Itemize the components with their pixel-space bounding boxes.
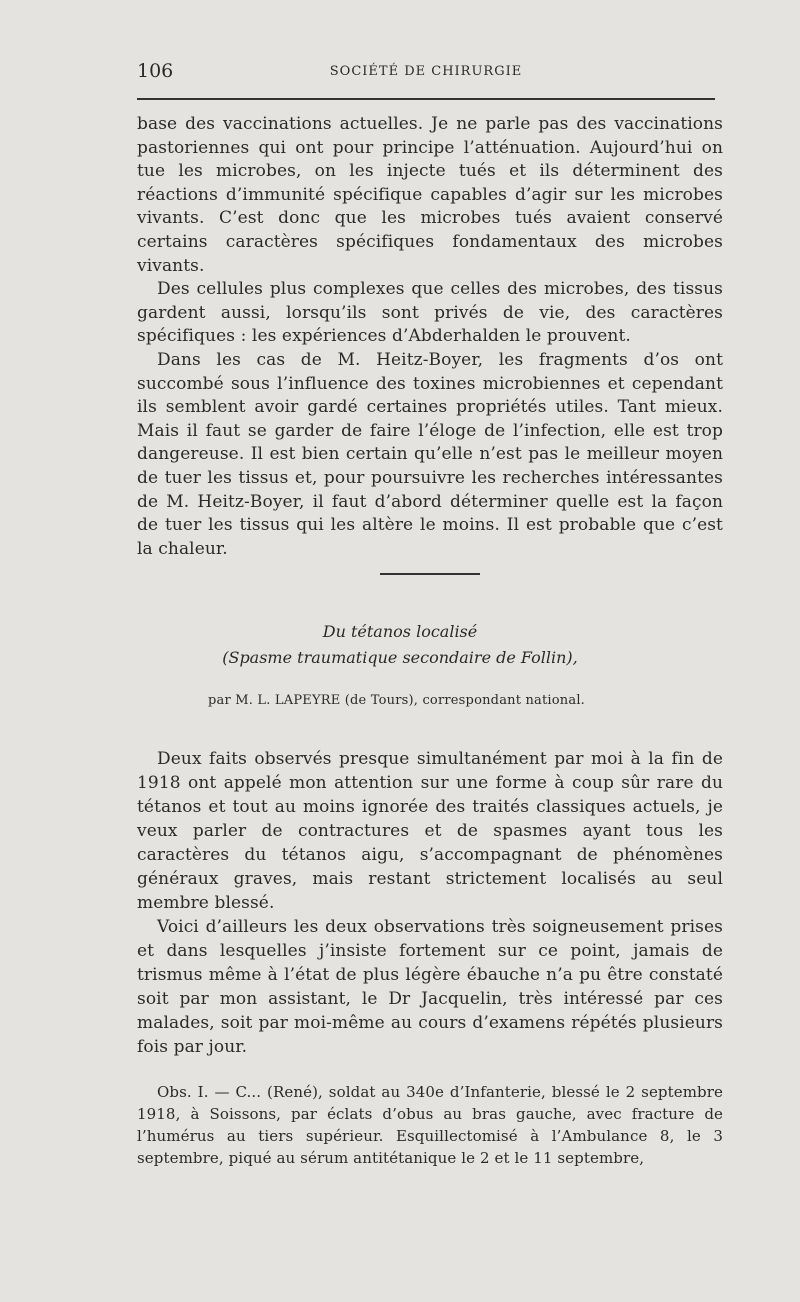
paragraph: Des cellules plus complexes que celles des microbes, des tissus gardent aussi, lorsqu’ils sont privés de vie, des caractères spécifiques : les expériences d’Abderhalden le prouvent.	[137, 279, 723, 347]
running-head: SOCIÉTÉ DE CHIRURGIE	[329, 64, 523, 79]
article-byline: par M. L. LAPEYRE (de Tours), correspondant national.	[208, 693, 586, 708]
article-title: Du tétanos localisé	[322, 622, 478, 641]
paragraph: Voici d’ailleurs les deux observations très soigneusement prises et dans lesquelles j’insiste fortement sur ce point, jamais de trismus même à l’état de plus légère ébauche n’a pu être constaté soit par mon assistant, le Dr Jacquelin, très intéressé par ces malades, soit par moi-même au cours d’examens répétés plusieurs fois par jour.	[137, 917, 723, 1057]
article-body	[137, 747, 723, 1059]
observation-block	[137, 1081, 723, 1169]
page-header	[137, 60, 715, 86]
article-subtitle: (Spasme traumatique secondaire de Follin),	[222, 648, 578, 667]
section-divider	[380, 573, 480, 575]
paragraph: Dans les cas de M. Heitz-Boyer, les fragments d’os ont succombé sous l’influence des toxines microbiennes et cependant ils semblent avoir gardé certaines propriétés utiles. Tant mieux. Mais il faut se garder de faire l’éloge de l’infection, elle est trop dangereuse. Il est bien certain qu’elle n’est pas le meilleur moyen de tuer les tissus et, pour poursuivre les recherches intéressantes de M. Heitz-Boyer, il faut d’abord déterminer quelle est la façon de tuer les tissus qui les altère le moins. Il est probable que c’est la chaleur.	[137, 349, 723, 559]
continued-text	[137, 113, 723, 561]
paragraph: Deux faits observés presque simultanément par moi à la fin de 1918 ont appelé mon attention sur une forme à coup sûr rare du tétanos et tout au moins ignorée des traités classiques actuels, je veux parler de contractures et de spasmes ayant tous les caractères du tétanos aigu, s’accompagnant de phénomènes généraux graves, mais restant strictement localisés au seul membre blessé.	[137, 749, 723, 913]
observation-paragraph: Obs. I. — C... (René), soldat au 340e d’Infanterie, blessé le 2 septembre 1918, à Soissons, par éclats d’obus au bras gauche, avec fracture de l’humérus au tiers supérieur. Esquillectomisé à l’Ambulance 8, le 3 septembre, piqué au sérum antitétanique le 2 et le 11 septembre,	[137, 1083, 723, 1167]
header-rule	[137, 98, 715, 100]
paragraph: base des vaccinations actuelles. Je ne parle pas des vaccinations pastoriennes qui ont pour principe l’atténuation. Aujourd’hui on tue les microbes, on les injecte tués et ils déterminent des réactions d’immunité spécifique capables d’agir sur les microbes vivants. C’est donc que les microbes tués avaient conservé certains caractères spécifiques fondamentaux des microbes vivants.	[137, 114, 723, 276]
page-number: 106	[137, 60, 174, 82]
